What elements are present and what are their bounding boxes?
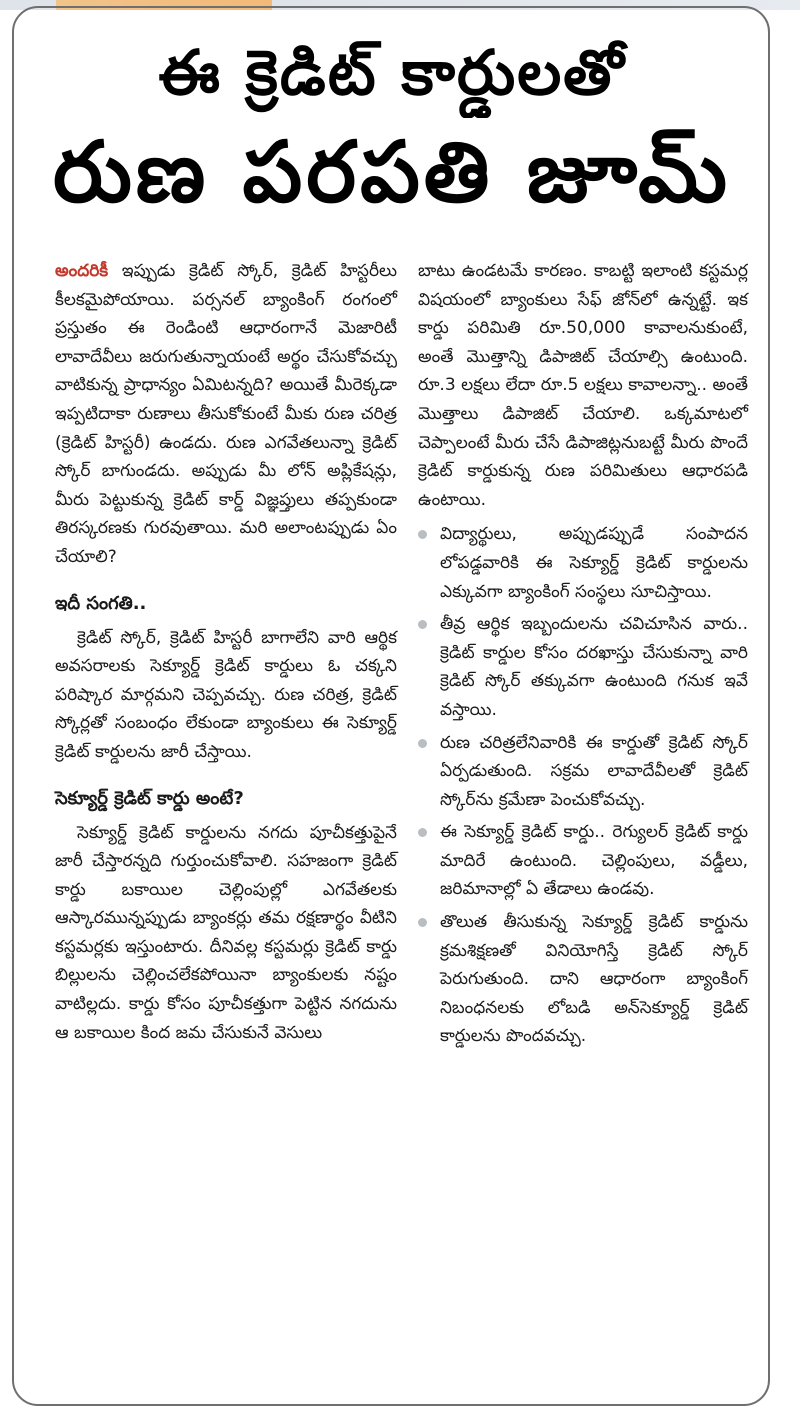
paragraph-secured-solution: క్రెడిట్ స్కోర్, క్రెడిట్ హిస్టరీ బాగాలేని వారి ఆర్థిక అవసరాలకు సెక్యూర్డ్ క్రెడిట్ కార్డులు ఓ చక్కని పరిష్కార మార్గమని చెప్పవచ్చు. రుణ చరిత్ర, క్రెడిట్ స్కోర్లతో సంబంధం లేకుండా బ్యాంకులు ఈ సెక్యూర్డ్ క్రెడిట్ కార్డులను జారీ చేస్తాయి. xyxy=(55,627,397,762)
subhead-idi-sangati: ఇదీ సంగతి.. xyxy=(55,592,147,614)
list-item-text: విద్యార్థులు, అప్పుడప్పుడే సంపాదన లోపడ్డవారికి ఈ సెక్యూర్డ్ క్రెడిట్ కార్డులను ఎక్కువగా బ్యాంకింగ్ సంస్థలు సూచిస్తాయి. xyxy=(440,524,748,602)
subhead-secured-card-meaning: సెక్యూర్డ్ క్రెడిట్ కార్డు అంటే? xyxy=(55,787,244,809)
list-item-text: రుణ చరిత్రలేనివారికి ఈ కార్డుతో క్రెడిట్ స్కోర్ ఏర్పడుతుంది. సక్రమ లావాదేవీలతో క్రెడిట్ స్కోర్‌ను క్రమేణా పెంచుకోవచ్చు. xyxy=(440,732,748,810)
headline-line-1: ఈ క్రెడిట్ కార్డులతో xyxy=(158,36,626,109)
list-item xyxy=(418,610,748,724)
list-item-text: ఈ సెక్యూర్డ్ క్రెడిట్ కార్డు.. రెగ్యులర్ క్రెడిట్ కార్డు మాదిరే ఉంటుంది. చెల్లింపులు, వడ్డీలు, జరిమానాల్లో ఏ తేడాలు ఉండవు. xyxy=(440,822,748,900)
intro-paragraph xyxy=(55,257,397,572)
paragraph-deposit-limits: బాటు ఉండటమే కారణం. కాబట్టి ఇలాంటి కస్టమర్ల విషయంలో బ్యాంకులు సేఫ్ జోన్‌లో ఉన్నట్టే. ఇక కార్డు పరిమితి రూ.50,000 కావాలనుకుంటే, అంతే మొత్తాన్ని డిపాజిట్ చేయాల్సి ఉంటుంది. రూ.3 లక్షలు లేదా రూ.5 లక్షలు కావాలన్నా.. అంతే మొత్తాలు డిపాజిట్ చేయాలి. ఒక్కమాటలో చెప్పాలంటే మీరు చేసే డిపాజిట్లనుబట్టే మీరు పొందే క్రెడిట్ కార్డుకున్న రుణ పరిమితులు ఆధారపడి ఉంటాయి. xyxy=(418,261,748,510)
intro-text: ఇప్పుడు క్రెడిట్ స్కోర్, క్రెడిట్ హిస్టరీలు కీలకమైపోయాయి. పర్సనల్ బ్యాంకింగ్ రంగంలో ప్రస్తుతం ఈ రెండింటి ఆధారంగానే మెజారిటీ లావాదేవీలు జరుగుతున్నాయంటే అర్థం చేసుకోవచ్చు వాటికున్న ప్రాధాన్యం ఏమిటన్నది? అయితే మీరెక్కడా ఇప్పటిదాకా రుణాలు తీసుకోకుంటే మీకు రుణ చరిత్ర (క్రెడిట్ హిస్టరీ) ఉండదు. రుణ ఎగవేతలున్నా క్రెడిట్ స్కోర్ బాగుండదు. అప్పుడు మీ లోన్ అప్లికేషన్లు, మీరు పెట్టుకున్న క్రెడిట్ కార్డ్ విజ్ఞప్తులు తప్పకుండా తిరస్కరణకు గురవుతాయి. మరి అలాంటప్పుడు ఏం చేయాలి? xyxy=(55,261,397,567)
list-item xyxy=(418,729,748,815)
list-item xyxy=(418,520,748,606)
bullet-dot-icon xyxy=(418,530,427,539)
bullet-dot-icon xyxy=(418,620,427,629)
headline-line-2: రుణ పరపతి జూమ్ xyxy=(53,123,731,221)
list-item xyxy=(418,908,748,1051)
bullet-dot-icon xyxy=(418,918,427,927)
left-column xyxy=(55,257,397,1047)
benefits-list xyxy=(418,520,748,1051)
list-item-text: తొలుత తీసుకున్న సెక్యూర్డ్ క్రెడిట్ కార్డును క్రమశిక్షణతో వినియోగిస్తే క్రెడిట్ స్కోర్ పెరుగుతుంది. దాని ఆధారంగా బ్యాంకింగ్ నిబంధనలకు లోబడి అన్‌సెక్యూర్డ్ క్రెడిట్ కార్డులను పొందవచ్చు. xyxy=(440,912,748,1047)
paragraph-secured-explained: సెక్యూర్డ్ క్రెడిట్ కార్డులను నగదు పూచీకత్తుపైనే జారీ చేస్తారన్నది గుర్తుంచుకోవాలి. సహజంగా క్రెడిట్ కార్డు బకాయిల చెల్లింపుల్లో ఎగవేతలకు ఆస్కారమున్నప్పుడు బ్యాంకర్లు తమ రక్షణార్థం వీటిని కస్టమర్లకు ఇస్తుంటారు. దీనివల్ల కస్టమర్లు క్రెడిట్ కార్డు బిల్లులను చెల్లించలేకపోయినా బ్యాంకులకు నష్టం వాటిల్లదు. కార్డు కోసం పూచీకత్తుగా పెట్టిన నగదును ఆ బకాయిల కింద జమ చేసుకునే వెసులు xyxy=(55,822,397,1043)
lead-word: అందరికీ xyxy=(55,261,109,281)
bullet-dot-icon xyxy=(418,828,427,837)
list-item xyxy=(418,818,748,904)
right-column xyxy=(418,257,748,1055)
bullet-dot-icon xyxy=(418,739,427,748)
list-item-text: తీవ్ర ఆర్థిక ఇబ్బందులను చవిచూసిన వారు.. క్రెడిట్ కార్డుల కోసం దరఖాస్తు చేసుకున్నా వారి క్రెడిట్ స్కోర్ తక్కువగా ఉంటుంది గనుక ఇవే వస్తాయి. xyxy=(440,614,748,720)
